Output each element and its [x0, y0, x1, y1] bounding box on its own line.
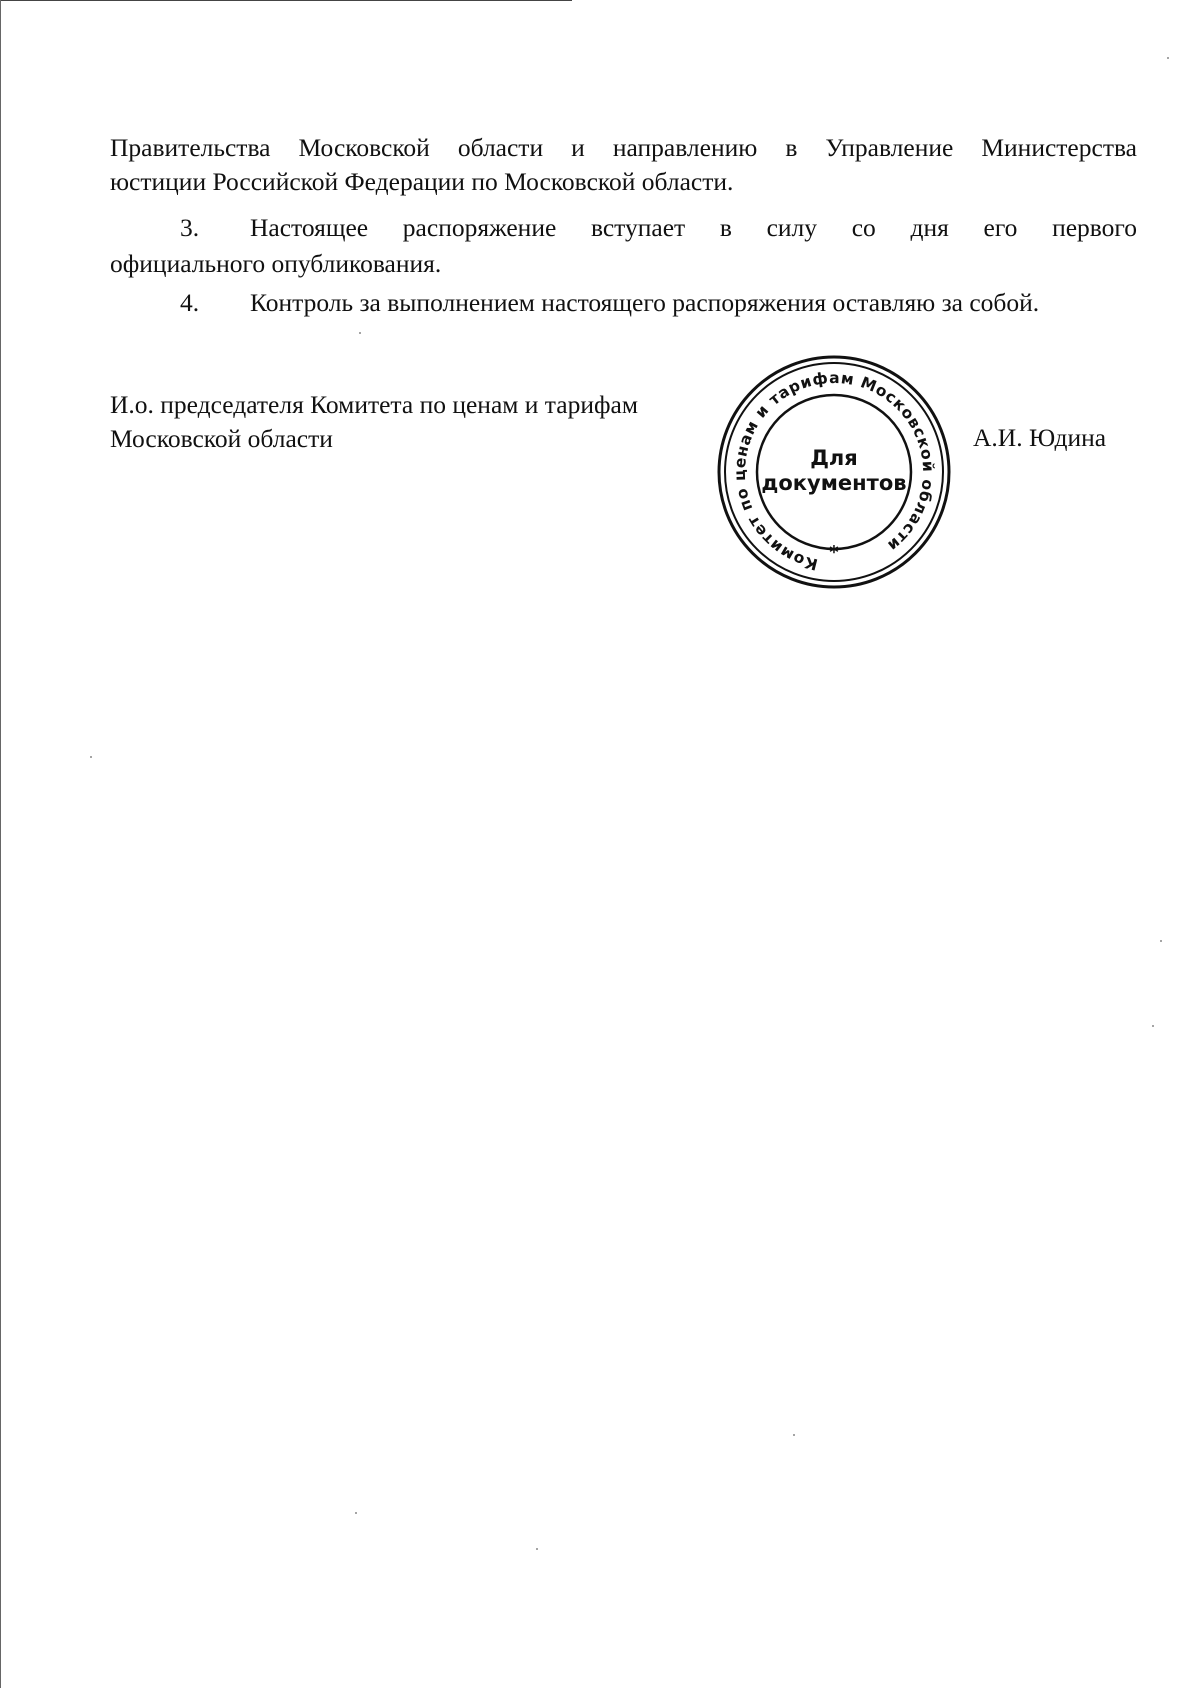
scan-speck [1152, 1025, 1154, 1027]
scan-speck [536, 1548, 538, 1550]
stamp-center-line-2: документов [761, 471, 907, 495]
signatory-position [110, 388, 638, 456]
list-item-3-continuation [110, 247, 1137, 281]
stamp-seal-icon [716, 354, 952, 590]
scan-speck [355, 1512, 357, 1514]
scan-speck [1160, 940, 1162, 942]
scan-speck [359, 332, 361, 334]
list-item-4 [0, 286, 1200, 320]
paragraph-line-1: Правительства Московской области и направлению в Управление Министерства [110, 133, 1137, 162]
list-item-3 [0, 211, 1200, 245]
scan-speck [793, 1434, 795, 1436]
list-item-number: 3. [180, 213, 200, 242]
stamp-center-line-1: Для [810, 446, 858, 470]
scan-edge-left [0, 0, 1, 1688]
list-item-text: Настоящее распоряжение вступает в силу со дня его первого [250, 213, 1137, 242]
signatory-name: А.И. Юдина [973, 423, 1107, 452]
stamp-ring-text: Комитет по ценам и тарифам Московской области [730, 368, 938, 574]
paragraph-continuation [110, 131, 1137, 199]
scan-speck [90, 756, 92, 758]
paragraph-line-2: юстиции Российской Федерации по Московской области. [110, 167, 734, 196]
list-item-text-continued: официального опубликования. [110, 249, 442, 278]
signatory-position-line-2: Московской области [110, 424, 333, 453]
scan-speck [1167, 57, 1169, 59]
scan-edge-top [0, 0, 572, 1]
stamp-star: * [829, 542, 839, 563]
official-stamp [716, 354, 952, 590]
signatory-position-line-1: И.о. председателя Комитета по ценам и тарифам [110, 390, 638, 419]
list-item-number: 4. [180, 288, 200, 317]
list-item-text: Контроль за выполнением настоящего распоряжения оставляю за собой. [250, 288, 1040, 317]
